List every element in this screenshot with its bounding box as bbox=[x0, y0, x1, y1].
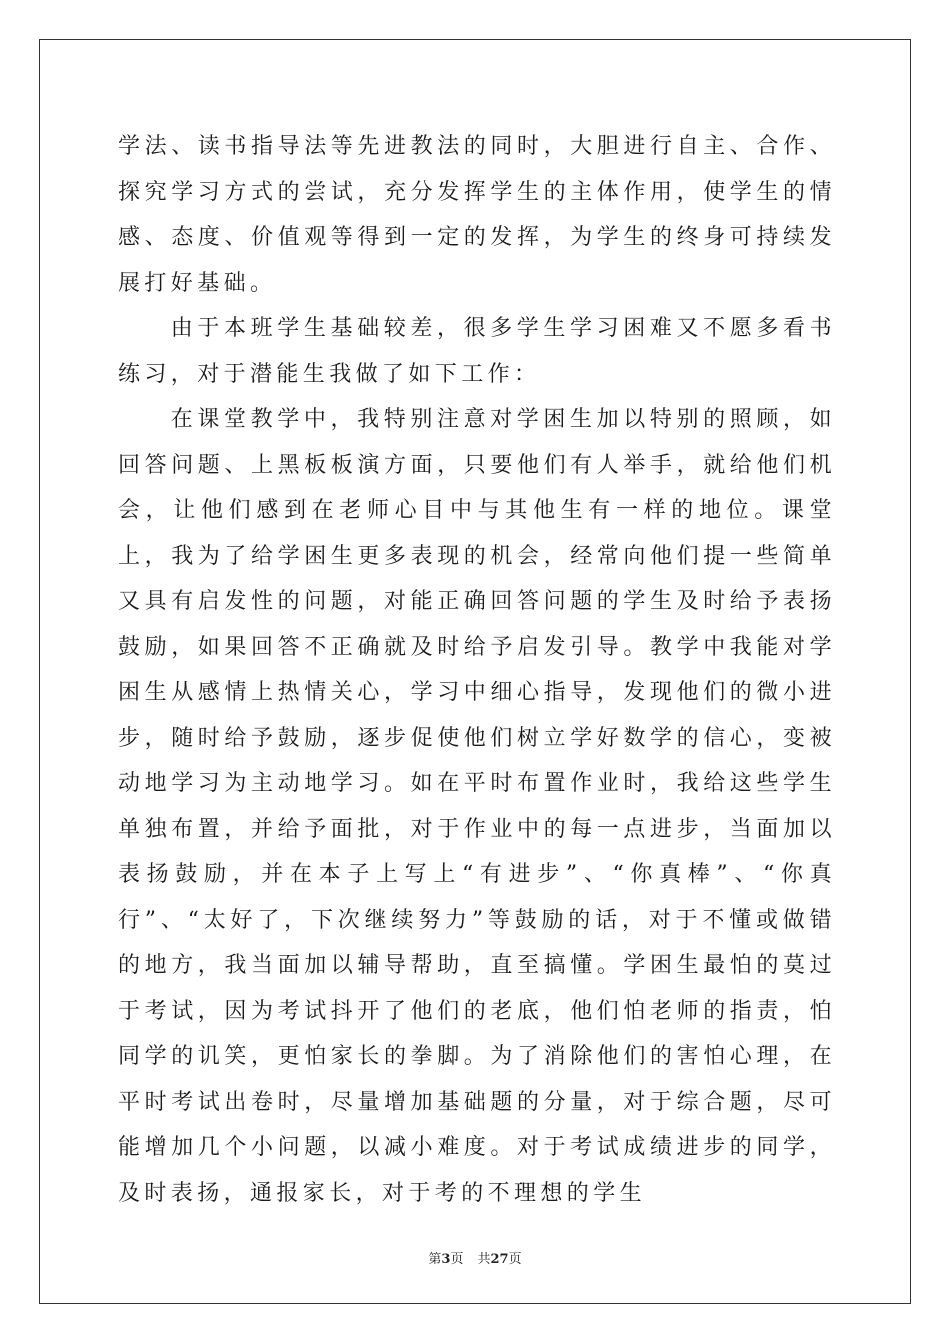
footer-page-prefix: 第 bbox=[428, 1252, 442, 1267]
paragraph-1: 学法、读书指导法等先进教法的同时，大胆进行自主、合作、探究学习方式的尝试，充分发挥学生的主体作用，使学生的情感、态度、价值观等得到一定的发挥，为学生的终身可持续发展打好基础。 bbox=[118, 134, 836, 296]
footer-page-number: 3 bbox=[441, 1252, 451, 1267]
page-footer bbox=[0, 1248, 950, 1267]
footer-total-prefix: 共 bbox=[477, 1252, 491, 1267]
document-body bbox=[118, 124, 836, 1216]
footer-page-suffix: 页 bbox=[450, 1252, 464, 1267]
footer-total-pages: 27 bbox=[490, 1252, 509, 1267]
paragraph-3: 在课堂教学中，我特别注意对学困生加以特别的照顾，如回答问题、上黑板板演方面，只要他们有人举手，就给他们机会，让他们感到在老师心目中与其他生有一样的地位。课堂上，我为了给学困生更多表现的机会，经常向他们提一些简单又具有启发性的问题，对能正确回答问题的学生及时给予表扬鼓励，如果回答不正确就及时给予启发引导。教学中我能对学困生从感情上热情关心，学习中细心指导，发现他们的微小进步，随时给予鼓励，逐步促使他们树立学好数学的信心，变被动地学习为主动地学习。如在平时布置作业时，我给这些学生单独布置，并给予面批，对于作业中的每一点进步，当面加以表扬鼓励，并在本子上写上“有进步”、“你真棒”、“你真行”、“太好了，下次继续努力”等鼓励的话，对于不懂或做错的地方，我当面加以辅导帮助，直至搞懂。学困生最怕的莫过于考试，因为考试抖开了他们的老底，他们怕老师的指责，怕同学的讥笑，更怕家长的拳脚。为了消除他们的害怕心理，在平时考试出卷时，尽量增加基础题的分量，对于综合题，尽可能增加几个小问题，以减小难度。对于考试成绩进步的同学，及时表扬，通报家长，对于考的不理想的学生 bbox=[118, 407, 836, 1206]
paragraph-2: 由于本班学生基础较差，很多学生学习困难又不愿多看书练习，对于潜能生我做了如下工作： bbox=[118, 316, 836, 387]
footer-total-suffix: 页 bbox=[508, 1252, 522, 1267]
